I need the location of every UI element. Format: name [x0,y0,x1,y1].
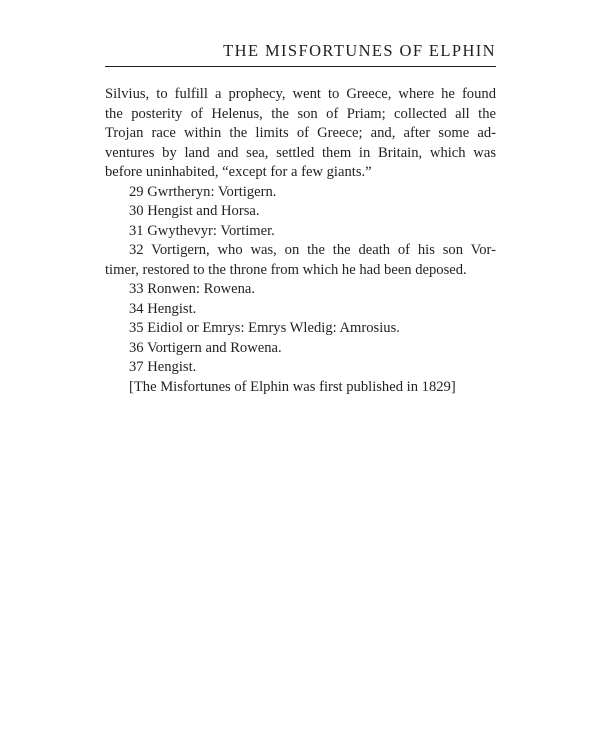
endnote-32-line-1: 32 Vortigern, who was, on the the death of his son Vor- [129,242,496,258]
endnotes-text [105,85,496,397]
publication-note: [The Misfortunes of Elphin was first published in 1829] [129,378,456,395]
header-rule [105,66,496,67]
endnote-35: 35 Eidiol or Emrys: Emrys Wledig: Amrosius. [129,320,400,336]
running-head-title: THE MISFORTUNES OF ELPHIN [223,41,496,60]
endnote-36: 36 Vortigern and Rowena. [129,339,282,356]
endnote-34: 34 Hengist. [129,300,197,317]
note-continuation-line: Silvius, to fulfill a prophecy, went to Greece, where he found [105,86,496,102]
note-continuation-line: Trojan race within the limits of Greece; and, after some ad- [105,125,496,141]
endnote-30: 30 Hengist and Horsa. [129,203,260,219]
endnote-37: 37 Hengist. [129,359,197,375]
endnote-31: 31 Gwythevyr: Vortimer. [129,222,275,239]
endnote-32-line-2: timer, restored to the throne from which he had been deposed. [105,261,467,278]
note-continuation-line: the posterity of Helenus, the son of Priam; collected all the [105,105,496,122]
endnote-29: 29 Gwrtheryn: Vortigern. [129,183,277,200]
endnote-33: 33 Ronwen: Rowena. [129,281,256,297]
note-continuation-line: before uninhabited, “except for a few giants.” [105,164,372,180]
note-continuation-line: ventures by land and sea, settled them in Britain, which was [105,144,496,161]
